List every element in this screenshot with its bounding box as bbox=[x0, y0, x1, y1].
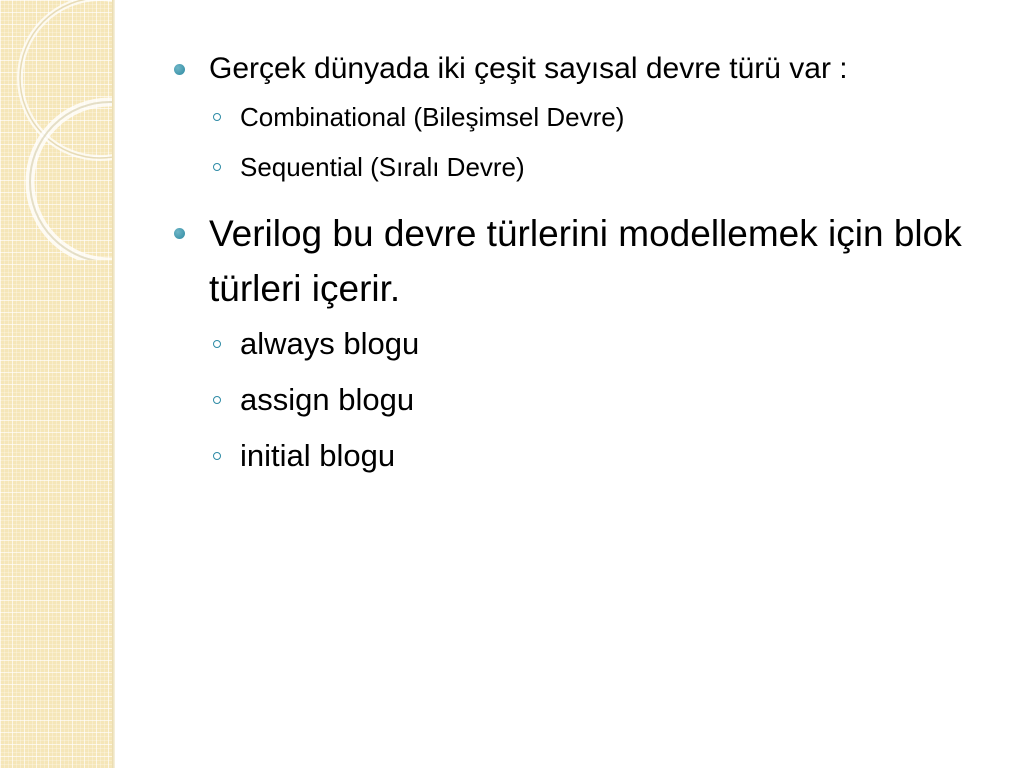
sub-bullet-text: Sequential (Sıralı Devre) bbox=[240, 152, 525, 182]
sub-bullet-text: assign blogu bbox=[240, 382, 415, 417]
bullet-dot-icon bbox=[174, 64, 185, 75]
bullet-dot-icon bbox=[174, 228, 185, 239]
sub-bullet-ring-icon bbox=[213, 163, 221, 171]
bullet-text: Verilog bu devre türlerini modellemek için blok türleri içerir. bbox=[209, 213, 962, 309]
sub-bullet-item bbox=[172, 92, 1002, 142]
bullet-item bbox=[172, 206, 1002, 316]
bullet-item bbox=[172, 46, 1002, 92]
decorative-side-panel bbox=[0, 0, 112, 768]
sub-bullet-ring-icon bbox=[213, 452, 221, 460]
sub-bullet-text: Combinational (Bileşimsel Devre) bbox=[240, 102, 625, 132]
side-panel-edge bbox=[112, 0, 115, 768]
sub-bullet-item bbox=[172, 428, 1002, 484]
sub-bullet-ring-icon bbox=[213, 340, 221, 348]
slide-content bbox=[172, 46, 1002, 484]
sub-bullet-ring-icon bbox=[213, 396, 221, 404]
bullet-text: Gerçek dünyada iki çeşit sayısal devre türü var : bbox=[209, 52, 848, 85]
sub-bullet-item bbox=[172, 316, 1002, 372]
sub-bullet-text: initial blogu bbox=[240, 438, 396, 473]
sub-bullet-ring-icon bbox=[213, 113, 221, 121]
sub-bullet-item bbox=[172, 142, 1002, 192]
sub-bullet-item bbox=[172, 372, 1002, 428]
sub-bullet-text: always blogu bbox=[240, 326, 420, 361]
decorative-rings-icon bbox=[0, 0, 112, 260]
